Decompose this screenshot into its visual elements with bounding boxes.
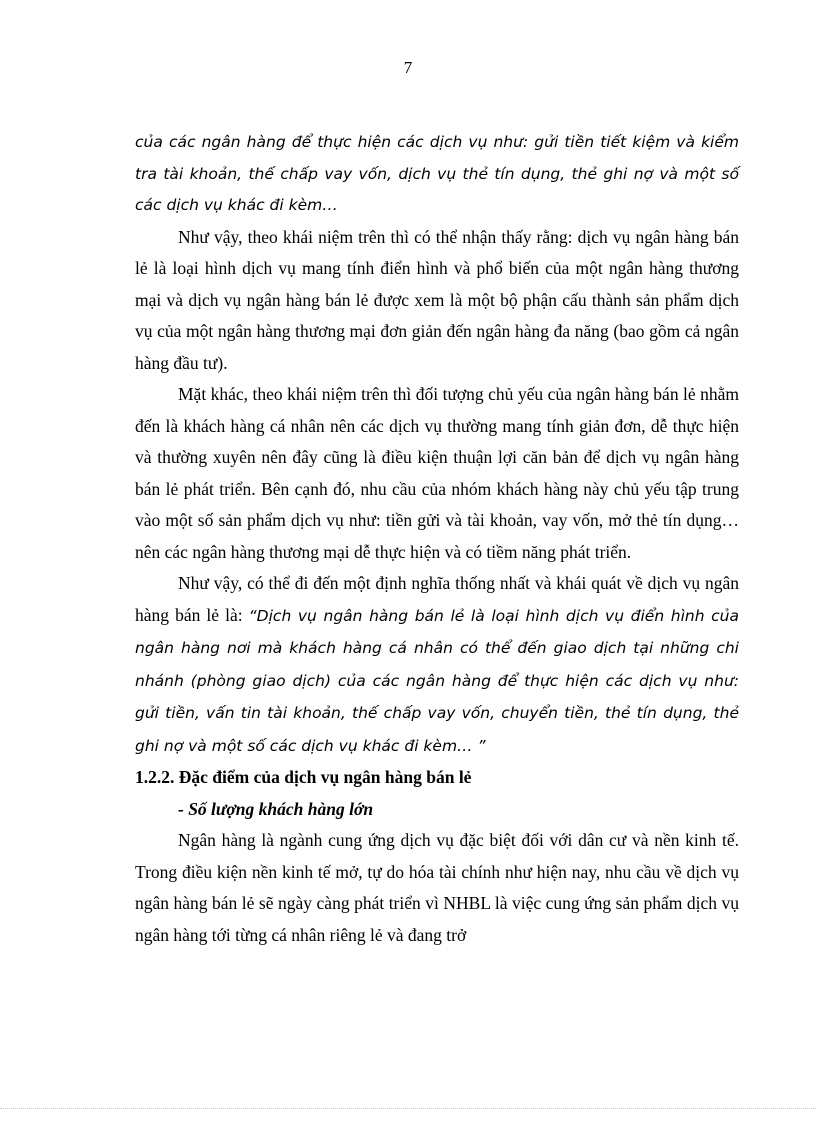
page-number: 7 (403, 58, 413, 77)
section-heading: 1.2.2. Đặc điểm của dịch vụ ngân hàng bán lẻ (135, 767, 472, 787)
body-paragraph: Như vậy, theo khái niệm trên thì có thể nhận thấy rằng: dịch vụ ngân hàng bán lẻ là loại hình dịch vụ mang tính điển hình và phổ biến của một ngân hàng thương mại và dịch vụ ngân hàng bán lẻ được xem là một bộ phận cấu thành sản phẩm dịch vụ của một ngân hàng thương mại đơn giản đến ngân hàng đa năng (bao gồm cả ngân hàng đầu tư). (135, 226, 739, 373)
continuation-paragraph: của các ngân hàng để thực hiện các dịch vụ như: gửi tiền tiết kiệm và kiểm tra tài khoản, thế chấp vay vốn, dịch vụ thẻ tín dụng, thẻ ghi nợ và một số các dịch vụ khác đi kèm… (135, 133, 739, 214)
body-paragraph: Ngân hàng là ngành cung ứng dịch vụ đặc biệt đối với dân cư và nền kinh tế. Trong điều kiện nền kinh tế mở, tự do hóa tài chính như hiện nay, nhu cầu về dịch vụ ngân hàng bán lẻ sẽ ngày càng phát triển vì NHBL là việc cung ứng sản phẩm dịch vụ ngân hàng tới từng cá nhân riêng lẻ và đang trở (135, 830, 739, 945)
definition-paragraph (135, 568, 739, 762)
definition-quote: “Dịch vụ ngân hàng bán lẻ là loại hình dịch vụ điển hình của ngân hàng nơi mà khách hàng cá nhân có thể đến giao dịch tại những chi nhánh (phòng giao dịch) của các ngân hàng để thực hiện các dịch vụ như: gửi tiền, vấn tin tài khoản, thế chấp vay vốn, chuyển tiền, thẻ tín dụng, thẻ ghi nợ và một số các dịch vụ khác đi kèm… ” (135, 606, 739, 755)
definition-lead: Như vậy, có thể đi đến một định nghĩa thống nhất và khái quát về dịch vụ ngân hàng bán lẻ là: (135, 573, 739, 625)
document-body (135, 127, 739, 951)
body-paragraph: Mặt khác, theo khái niệm trên thì đối tượng chủ yếu của ngân hàng bán lẻ nhằm đến là khách hàng cá nhân nên các dịch vụ thường mang tính giản đơn, dễ thực hiện và thường xuyên nên đây cũng là điều kiện thuận lợi căn bản để dịch vụ ngân hàng bán lẻ phát triển. Bên cạnh đó, nhu cầu của nhóm khách hàng này chủ yếu tập trung vào một số sản phẩm dịch vụ như: tiền gửi và tài khoản, vay vốn, mở thẻ tín dụng…nên các ngân hàng thương mại dễ thực hiện và có tiềm năng phát triển. (135, 384, 739, 562)
page-bottom-divider (0, 1108, 816, 1109)
subheading: - Số lượng khách hàng lớn (178, 798, 374, 819)
